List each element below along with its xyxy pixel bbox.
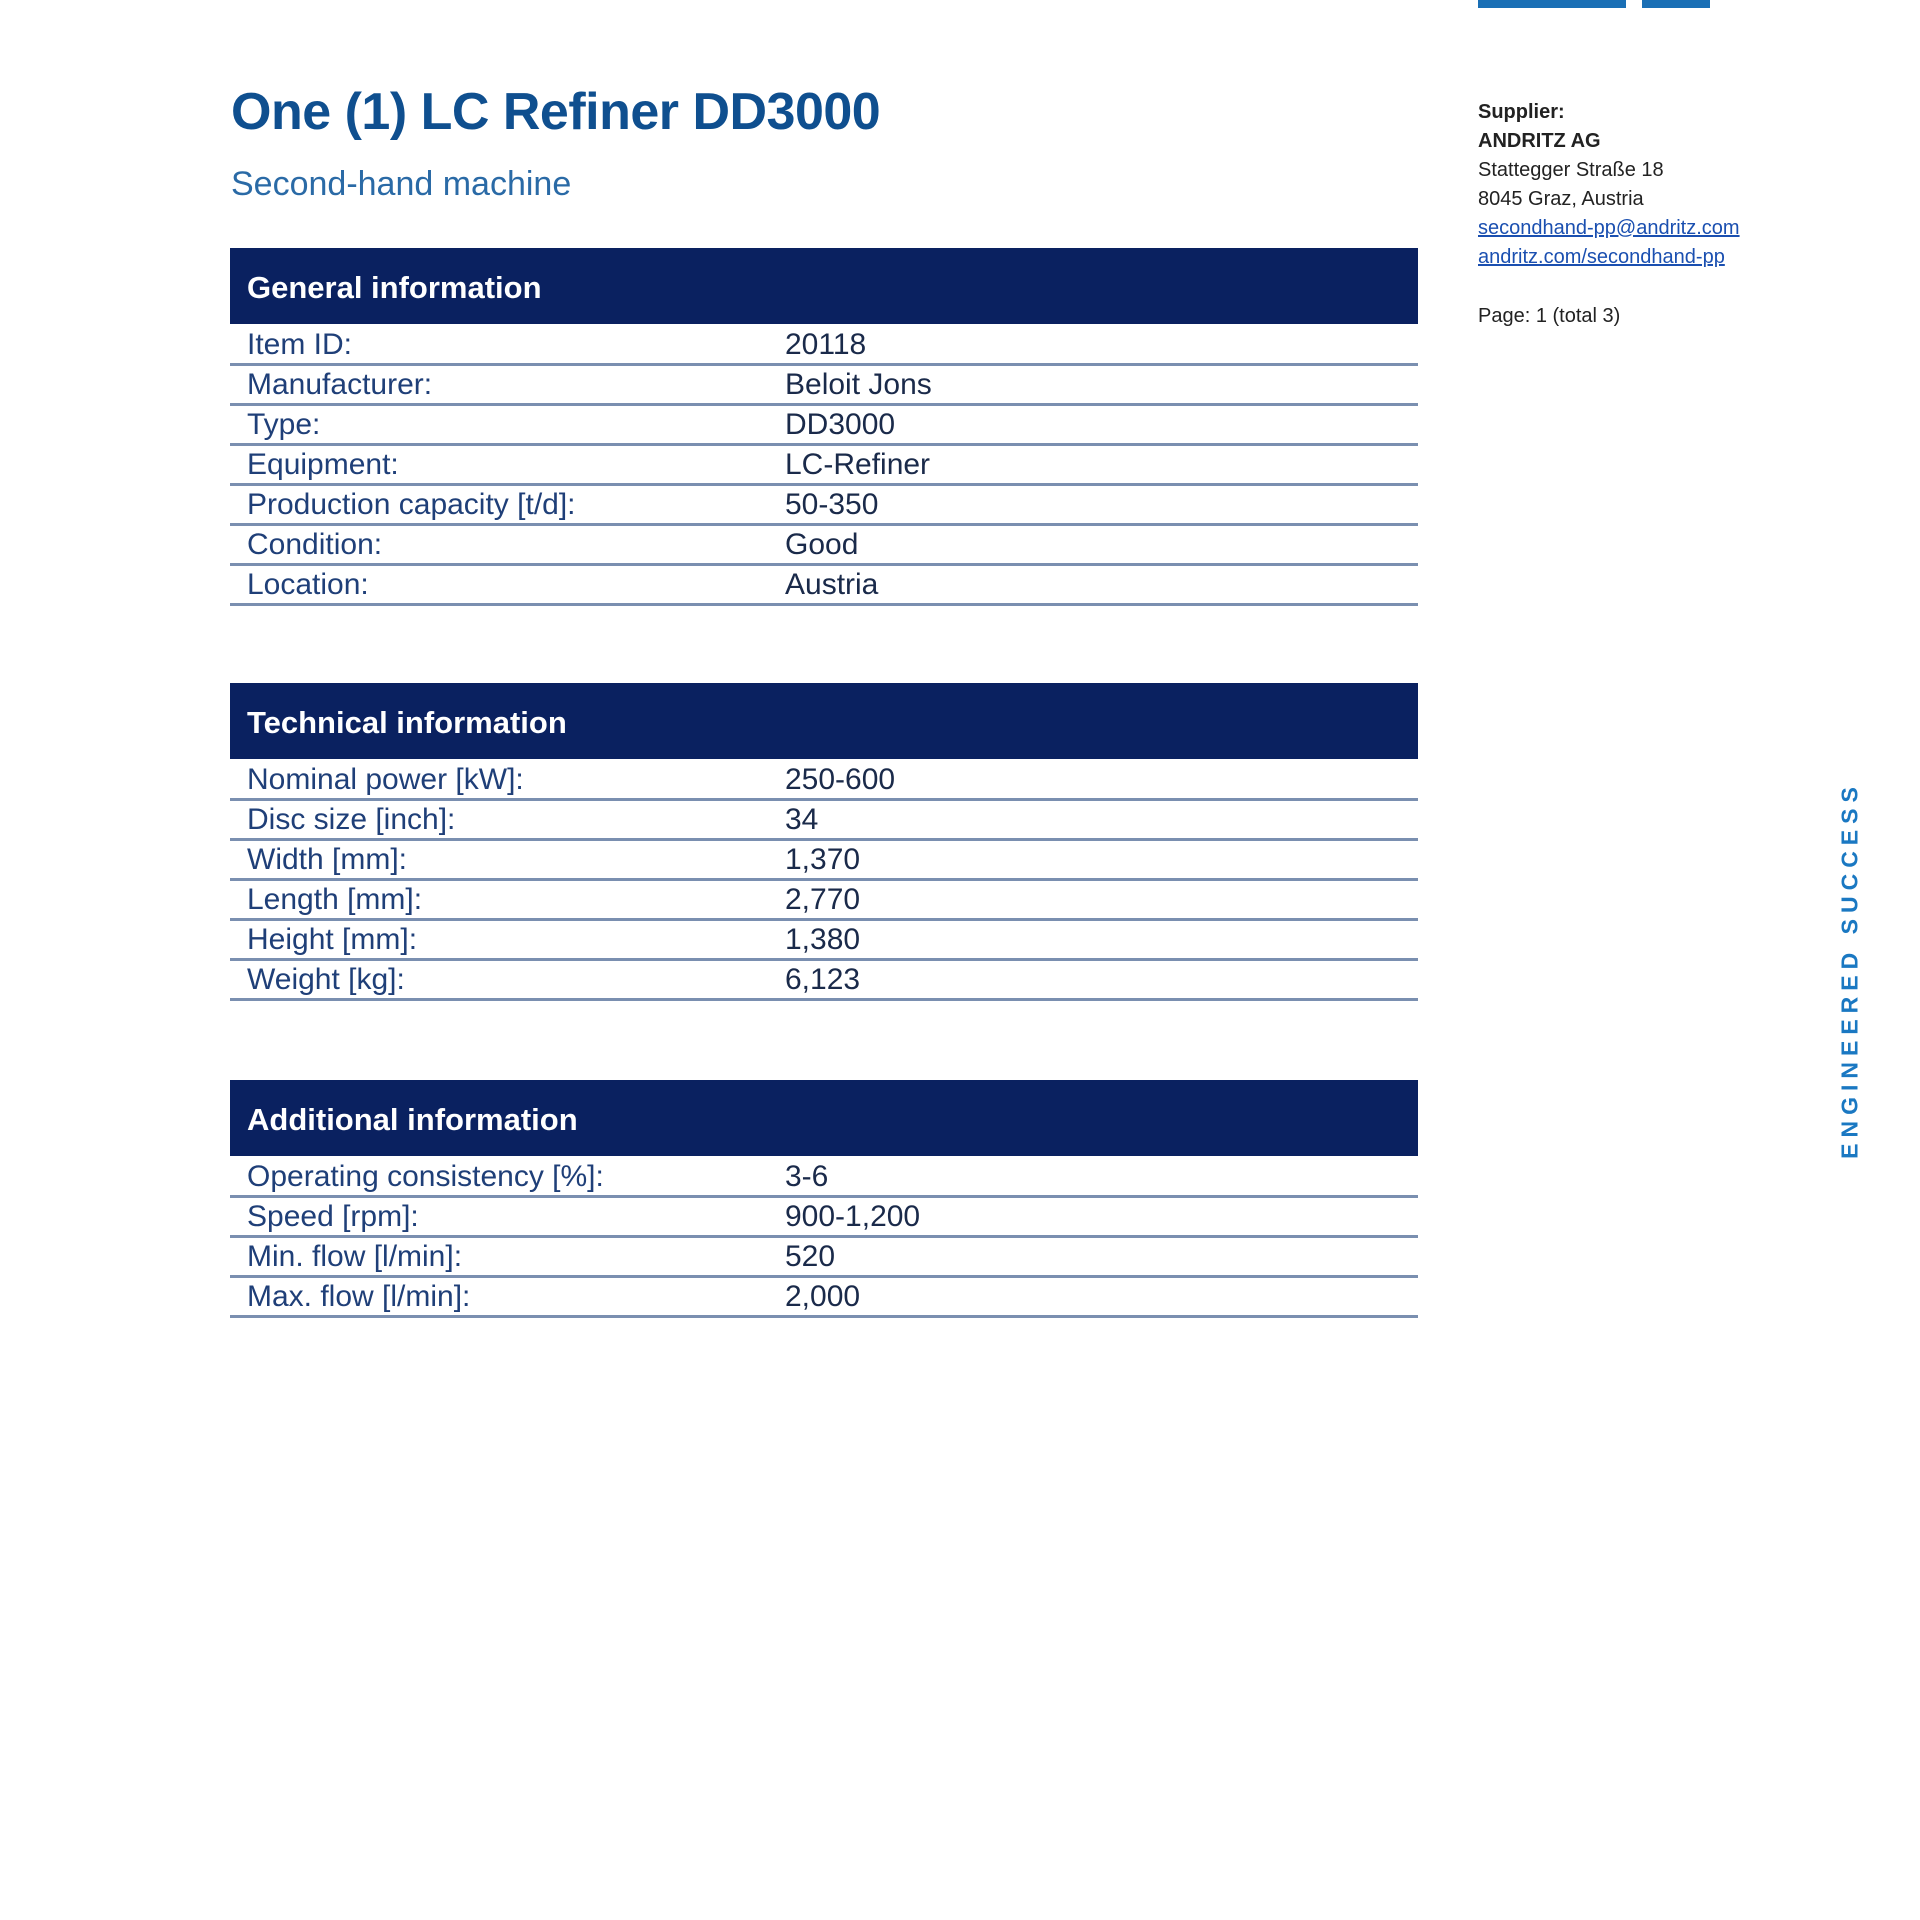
logo-fragment xyxy=(1642,0,1710,8)
row-value: 1,380 xyxy=(785,923,861,956)
general-information-table xyxy=(230,248,1418,606)
supplier-company: ANDRITZ AG xyxy=(1478,130,1601,152)
row-value: Austria xyxy=(785,568,879,601)
brand-tagline: ENGINEERED SUCCESS xyxy=(1836,781,1863,1159)
row-label: Item ID: xyxy=(247,328,353,361)
supplier-street: Stattegger Straße 18 xyxy=(1478,159,1664,181)
table-row xyxy=(230,1158,1418,1198)
table-row xyxy=(230,566,1418,606)
table-row xyxy=(230,881,1418,921)
row-value: 20118 xyxy=(785,328,867,361)
technical-information-table xyxy=(230,683,1418,1001)
row-value: 34 xyxy=(785,803,819,836)
supplier-label: Supplier: xyxy=(1478,101,1565,123)
table-row xyxy=(230,326,1418,366)
row-value: 900-1,200 xyxy=(785,1200,921,1233)
supplier-website-link[interactable]: andritz.com/secondhand-pp xyxy=(1478,246,1725,268)
table-row xyxy=(230,526,1418,566)
table-row xyxy=(230,446,1418,486)
table-row xyxy=(230,921,1418,961)
table-row xyxy=(230,406,1418,446)
section-heading: Technical information xyxy=(230,683,1418,761)
row-value: 50-350 xyxy=(785,488,879,521)
supplier-block xyxy=(1478,98,1740,272)
row-label: Nominal power [kW]: xyxy=(247,763,524,796)
page-title: One (1) LC Refiner DD3000 xyxy=(231,83,881,141)
row-value: 6,123 xyxy=(785,963,861,996)
table-row xyxy=(230,1198,1418,1238)
table-row xyxy=(230,486,1418,526)
row-value: DD3000 xyxy=(785,408,896,441)
row-value: Beloit Jons xyxy=(785,368,932,401)
row-label: Condition: xyxy=(247,528,383,561)
row-value: 520 xyxy=(785,1240,836,1273)
table-row xyxy=(230,1238,1418,1278)
row-value: 2,770 xyxy=(785,883,861,916)
row-value: Good xyxy=(785,528,859,561)
table-row xyxy=(230,801,1418,841)
row-label: Operating consistency [%]: xyxy=(247,1160,604,1193)
table-row xyxy=(230,761,1418,801)
row-label: Speed [rpm]: xyxy=(247,1200,419,1233)
table-row xyxy=(230,1278,1418,1318)
row-label: Min. flow [l/min]: xyxy=(247,1240,463,1273)
page-counter: Page: 1 (total 3) xyxy=(1478,305,1621,327)
row-label: Location: xyxy=(247,568,369,601)
row-value: 1,370 xyxy=(785,843,861,876)
supplier-email-link[interactable]: secondhand-pp@andritz.com xyxy=(1478,217,1740,239)
row-value: LC-Refiner xyxy=(785,448,931,481)
section-heading: Additional information xyxy=(230,1080,1418,1158)
table-row xyxy=(230,366,1418,406)
row-value: 2,000 xyxy=(785,1280,861,1313)
row-label: Weight [kg]: xyxy=(247,963,405,996)
row-value: 250-600 xyxy=(785,763,896,796)
section-heading: General information xyxy=(230,248,1418,326)
row-value: 3-6 xyxy=(785,1160,829,1193)
row-label: Height [mm]: xyxy=(247,923,418,956)
row-label: Equipment: xyxy=(247,448,399,481)
row-label: Production capacity [t/d]: xyxy=(247,488,576,521)
row-label: Type: xyxy=(247,408,321,441)
table-row xyxy=(230,961,1418,1001)
page-subtitle: Second-hand machine xyxy=(231,165,572,203)
additional-information-table xyxy=(230,1080,1418,1318)
row-label: Max. flow [l/min]: xyxy=(247,1280,471,1313)
row-label: Disc size [inch]: xyxy=(247,803,456,836)
supplier-city: 8045 Graz, Austria xyxy=(1478,188,1644,210)
logo-fragment xyxy=(1478,0,1626,8)
row-label: Length [mm]: xyxy=(247,883,423,916)
row-label: Manufacturer: xyxy=(247,368,433,401)
table-row xyxy=(230,841,1418,881)
row-label: Width [mm]: xyxy=(247,843,408,876)
